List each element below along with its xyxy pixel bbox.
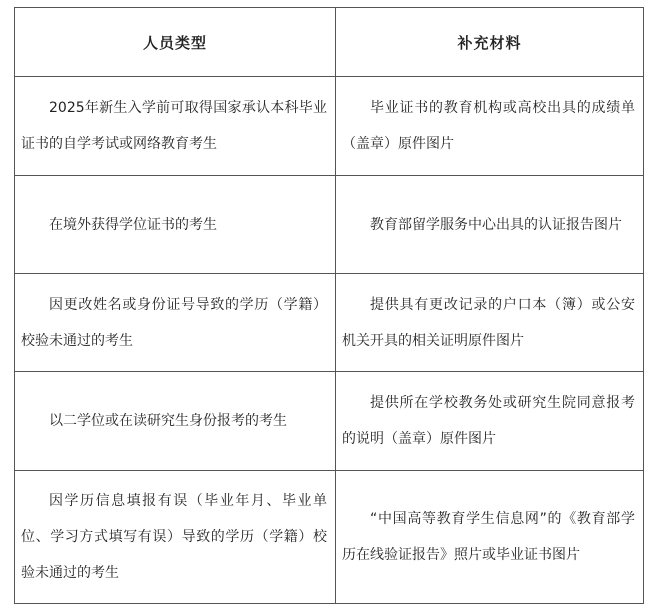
materials-text: 提供所在学校教务处或研究生院同意报考的说明（盖章）原件图片 [342, 395, 635, 447]
person-type-cell [15, 372, 336, 471]
person-type-cell [15, 176, 336, 274]
person-type-cell [15, 77, 336, 176]
table-row [15, 372, 644, 471]
header-supplementary-materials: 补充材料 [336, 8, 644, 77]
table-row [15, 471, 644, 604]
materials-cell [336, 274, 644, 372]
header-person-type: 人员类型 [15, 8, 336, 77]
person-type-cell [15, 274, 336, 372]
table-row [15, 176, 644, 274]
materials-cell [336, 176, 644, 274]
materials-cell [336, 471, 644, 604]
materials-text: 毕业证书的教育机构或高校出具的成绩单（盖章）原件图片 [342, 100, 635, 152]
materials-text: 教育部留学服务中心出具的认证报告图片 [370, 216, 622, 233]
person-type-text: 以二学位或在读研究生身份报考的考生 [49, 413, 287, 429]
supplementary-materials-table [14, 7, 644, 604]
materials-cell [336, 77, 644, 176]
person-type-text: 2025年新生入学前可取得国家承认本科毕业证书的自学考试或网络教育考生 [21, 100, 327, 152]
materials-text: 提供具有更改记录的户口本（簿）或公安机关开具的相关证明原件图片 [342, 296, 635, 349]
person-type-text: 在境外获得学位证书的考生 [49, 216, 217, 233]
materials-cell [336, 372, 644, 471]
person-type-cell [15, 471, 336, 604]
table-header-row [15, 8, 644, 77]
person-type-text: 因更改姓名或身份证号导致的学历（学籍）校验未通过的考生 [21, 296, 327, 349]
table-row [15, 274, 644, 372]
materials-text: “中国高等教育学生信息网”的《教育部学历在线验证报告》照片或毕业证书图片 [342, 511, 635, 563]
person-type-text: 因学历信息填报有误（毕业年月、毕业单位、学习方式填写有误）导致的学历（学籍）校验未通过的考生 [21, 493, 327, 581]
table-row [15, 77, 644, 176]
